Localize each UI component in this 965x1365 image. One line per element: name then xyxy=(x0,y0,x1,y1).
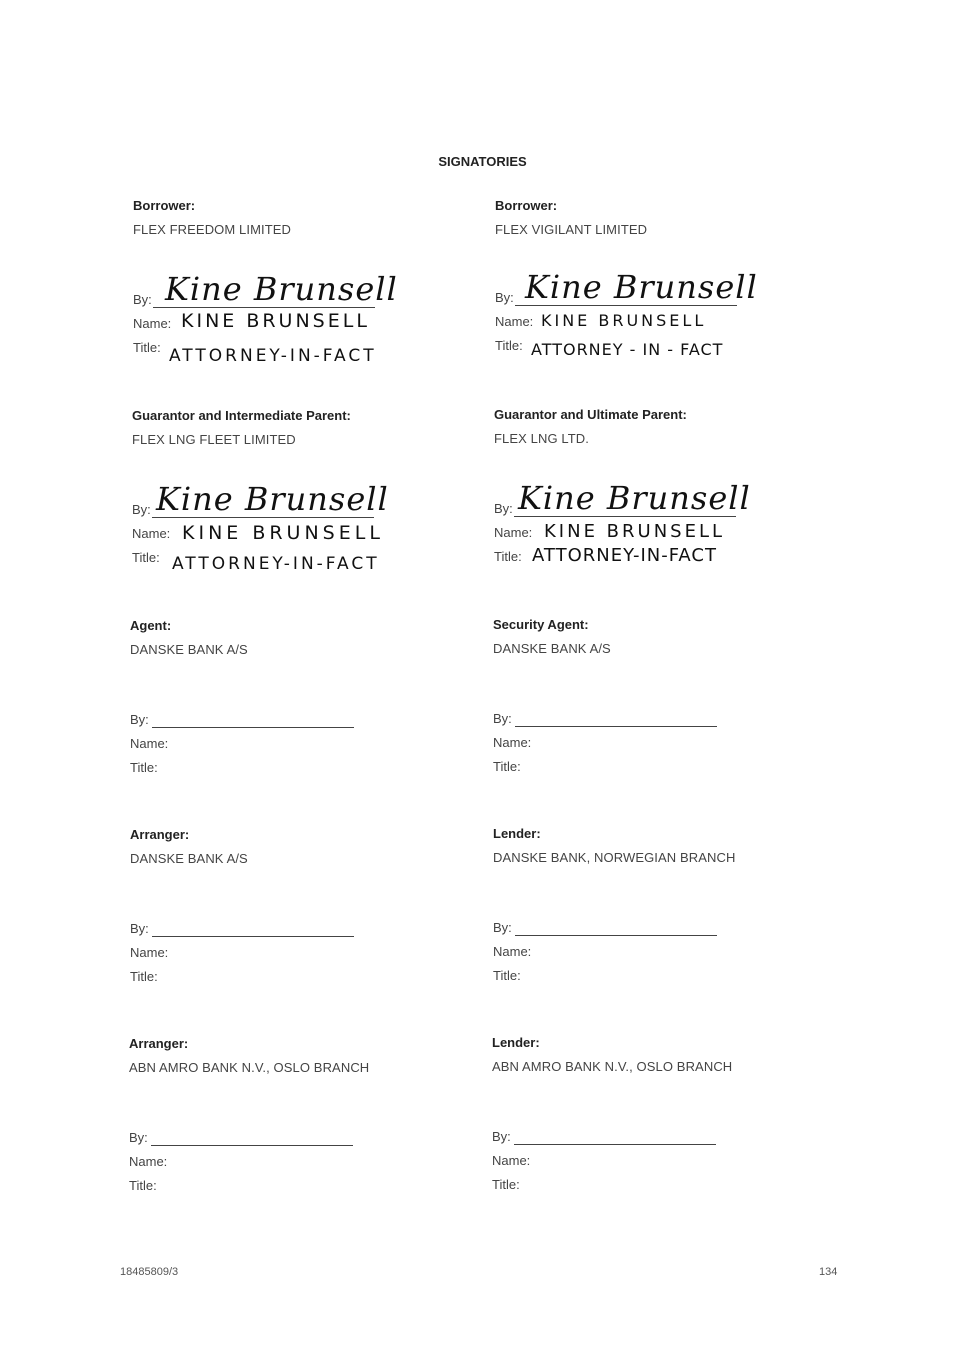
title-label: Title: xyxy=(130,760,158,775)
party-name: DANSKE BANK A/S xyxy=(130,642,248,657)
by-label: By: xyxy=(132,502,151,517)
by-label: By: xyxy=(493,711,512,726)
title-label: Title: xyxy=(133,340,161,355)
signatory-block-borrower-flex-vigilant xyxy=(495,198,815,359)
name-label: Name: xyxy=(492,1153,531,1168)
signature-line[interactable] xyxy=(152,936,354,937)
name-label: Name: xyxy=(130,945,169,960)
signature-line[interactable] xyxy=(514,1144,716,1145)
signatory-block-security-agent xyxy=(493,617,813,774)
handwritten-name: KINE BRUNSELL xyxy=(544,521,726,542)
role-label: Borrower: xyxy=(133,198,196,213)
name-label: Name: xyxy=(129,1154,168,1169)
handwritten-title: ATTORNEY - IN - FACT xyxy=(531,340,724,359)
party-name: DANSKE BANK A/S xyxy=(493,641,611,656)
name-label: Name: xyxy=(494,525,533,540)
role-label: Arranger: xyxy=(129,1036,189,1051)
name-label: Name: xyxy=(493,735,532,750)
by-label: By: xyxy=(130,712,149,727)
handwritten-signature: Kine Brunsell xyxy=(525,268,758,306)
party-name: ABN AMRO BANK N.V., OSLO BRANCH xyxy=(129,1060,370,1075)
by-label: By: xyxy=(494,501,513,516)
title-label: Title: xyxy=(494,549,522,564)
handwritten-name: KINE BRUNSELL xyxy=(182,522,384,544)
by-label: By: xyxy=(130,921,149,936)
signatory-block-guarantor-ultimate xyxy=(494,407,814,566)
handwritten-name: KINE BRUNSELL xyxy=(541,311,707,330)
signatory-block-borrower-flex-freedom xyxy=(133,198,453,366)
title-label: Title: xyxy=(132,550,160,565)
handwritten-signature: Kine Brunsell xyxy=(165,270,398,308)
by-label: By: xyxy=(495,290,514,305)
signature-area xyxy=(133,270,433,366)
signatory-block-guarantor-intermediate xyxy=(132,408,452,574)
by-label: By: xyxy=(133,292,152,307)
signature-area xyxy=(132,480,432,574)
signatory-block-lender-abn-amro xyxy=(492,1035,812,1192)
party-name: ABN AMRO BANK N.V., OSLO BRANCH xyxy=(492,1059,733,1074)
party-name: FLEX LNG FLEET LIMITED xyxy=(132,432,296,447)
signature-area xyxy=(493,711,793,783)
role-label: Security Agent: xyxy=(493,617,589,632)
page-number: 134 xyxy=(819,1266,838,1278)
role-label: Borrower: xyxy=(495,198,558,213)
party-name: FLEX VIGILANT LIMITED xyxy=(495,222,648,237)
signature-area xyxy=(492,1129,792,1201)
by-label: By: xyxy=(129,1130,148,1145)
signature-area xyxy=(130,921,430,993)
signature-area xyxy=(129,1130,429,1202)
signature-area xyxy=(493,920,793,992)
signature-line[interactable] xyxy=(151,1145,353,1146)
document-number: 18485809/3 xyxy=(120,1266,179,1278)
signature-line[interactable] xyxy=(515,935,717,936)
signatory-block-lender-danske xyxy=(493,826,813,983)
name-label: Name: xyxy=(133,316,172,331)
signature-area xyxy=(130,712,430,784)
party-name: FLEX FREEDOM LIMITED xyxy=(133,222,292,237)
handwritten-title: ATTORNEY-IN-FACT xyxy=(532,545,717,566)
page-title: SIGNATORIES xyxy=(438,154,527,169)
title-label: Title: xyxy=(130,969,158,984)
name-label: Name: xyxy=(493,944,532,959)
signature-area xyxy=(495,268,795,362)
handwritten-title: ATTORNEY-IN-FACT xyxy=(169,346,377,366)
by-label: By: xyxy=(493,920,512,935)
party-name: DANSKE BANK A/S xyxy=(130,851,248,866)
handwritten-title: ATTORNEY-IN-FACT xyxy=(172,554,380,574)
handwritten-name: KINE BRUNSELL xyxy=(181,310,370,332)
signature-area xyxy=(494,479,794,573)
by-label: By: xyxy=(492,1129,511,1144)
role-label: Arranger: xyxy=(130,827,190,842)
title-label: Title: xyxy=(495,338,523,353)
handwritten-signature: Kine Brunsell xyxy=(518,479,751,517)
signatory-block-arranger-abn-amro xyxy=(129,1036,449,1193)
role-label: Guarantor and Ultimate Parent: xyxy=(494,407,687,422)
role-label: Guarantor and Intermediate Parent: xyxy=(132,408,351,423)
signatory-block-arranger-danske xyxy=(130,827,450,984)
role-label: Agent: xyxy=(130,618,172,633)
title-label: Title: xyxy=(493,968,521,983)
title-label: Title: xyxy=(492,1177,520,1192)
handwritten-signature: Kine Brunsell xyxy=(156,480,389,518)
role-label: Lender: xyxy=(492,1035,540,1050)
role-label: Lender: xyxy=(493,826,541,841)
title-label: Title: xyxy=(129,1178,157,1193)
signature-line[interactable] xyxy=(152,727,354,728)
name-label: Name: xyxy=(130,736,169,751)
name-label: Name: xyxy=(132,526,171,541)
signatory-block-agent xyxy=(130,618,450,775)
title-label: Title: xyxy=(493,759,521,774)
party-name: DANSKE BANK, NORWEGIAN BRANCH xyxy=(493,850,736,865)
signature-line[interactable] xyxy=(515,726,717,727)
name-label: Name: xyxy=(495,314,534,329)
party-name: FLEX LNG LTD. xyxy=(494,431,589,446)
